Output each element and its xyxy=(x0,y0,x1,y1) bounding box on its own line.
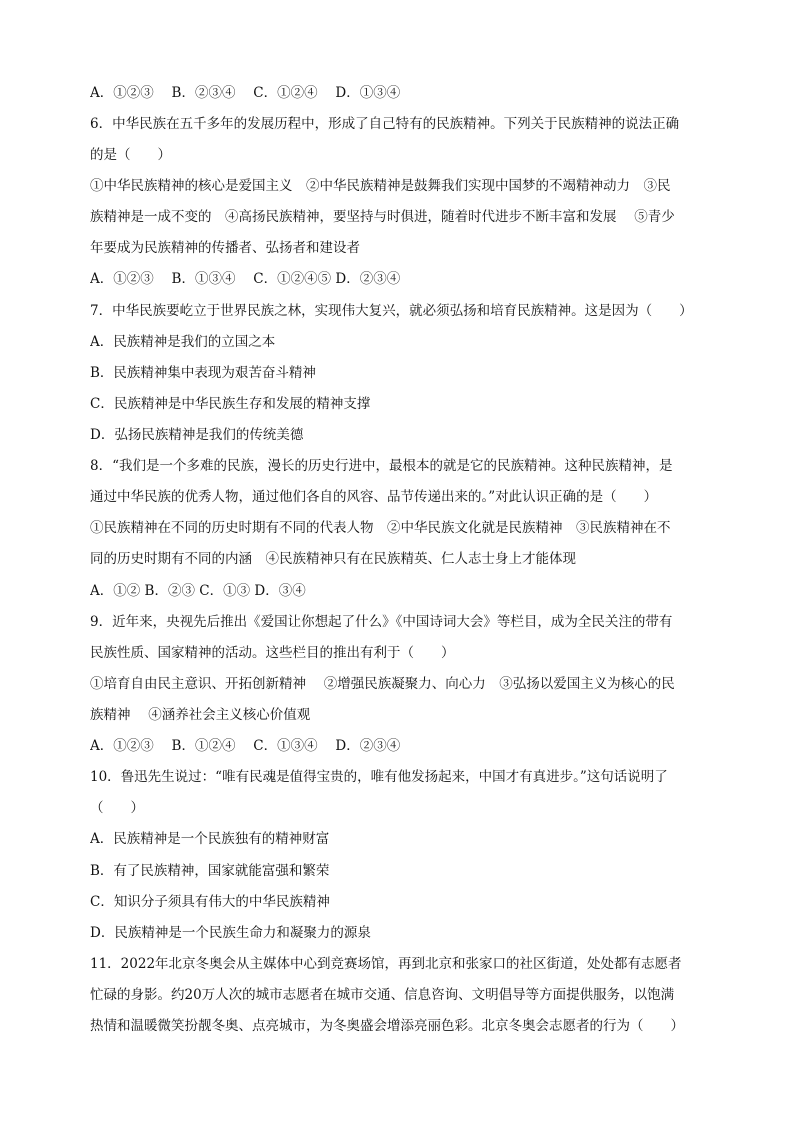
q6-options: A．①②③ B．①③④ C．①②④⑤ D．②③④ xyxy=(90,271,401,287)
q5-options: A．①②③ B．②③④ C．①②④ D．①③④ xyxy=(90,85,401,101)
q6-stem-line-2: 的是（ ） xyxy=(90,147,171,163)
q7-option-b: B．民族精神集中表现为艰苦奋斗精神 xyxy=(90,365,316,381)
q8-items-line-2: 同的历史时期有不同的内涵 ④民族精神只有在民族精英、仁人志士身上才能体现 xyxy=(90,551,576,567)
q10-stem-line-2: （ ） xyxy=(90,800,144,816)
q10-stem-line-1: 10．鲁迅先生说过：“唯有民魂是值得宝贵的，唯有他发扬起来，中国才有真进步。”这句话说明了 xyxy=(90,769,668,785)
q8-items-line-1: ①民族精神在不同的历史时期有不同的代表人物 ②中华民族文化就是民族精神 ③民族精神在不 xyxy=(90,520,671,536)
q8-stem-line-1: 8．“我们是一个多难的民族，漫长的历史行进中，最根本的就是它的民族精神。这种民族精神，是 xyxy=(90,458,673,474)
q9-stem-line-1: 9．近年来，央视先后推出《爱国让你想起了什么》《中国诗词大会》等栏目，成为全民关注的带有 xyxy=(90,614,673,630)
q8-options: A．①② B．②③ C．①③ D．③④ xyxy=(90,583,306,599)
q9-items-line-1: ①培育自由民主意识、开拓创新精神 ②增强民族凝聚力、向心力 ③弘扬以爱国主义为核心的民 xyxy=(90,676,675,692)
q7-option-c: C．民族精神是中华民族生存和发展的精神支撑 xyxy=(90,396,371,412)
q10-option-c: C．知识分子须具有伟大的中华民族精神 xyxy=(90,894,330,910)
q9-items-line-2: 族精神 ④涵养社会主义核心价值观 xyxy=(90,707,311,723)
q7-stem: 7．中华民族要屹立于世界民族之林，实现伟大复兴，就必须弘扬和培育民族精神。这是因为（ ） xyxy=(90,303,693,319)
q6-items-line-2: 族精神是一成不变的 ④高扬民族精神，要坚持与时俱进，随着时代进步不断丰富和发展 ⑤青少 xyxy=(90,209,675,225)
q6-items-line-3: 年要成为民族精神的传播者、弘扬者和建设者 xyxy=(90,240,360,256)
q6-items-line-1: ①中华民族精神的核心是爱国主义 ②中华民族精神是鼓舞我们实现中国梦的不竭精神动力 ③民 xyxy=(90,178,671,194)
q8-stem-line-2: 通过中华民族的优秀人物，通过他们各自的风容、品节传递出来的。”对此认识正确的是（ ） xyxy=(90,489,658,505)
q11-stem-line-1: 11．2022年北京冬奥会从主媒体中心到竞赛场馆，再到北京和张家口的社区街道，处处都有志愿者 xyxy=(90,956,682,972)
q7-option-d: D．弘扬民族精神是我们的传统美德 xyxy=(90,427,304,443)
q6-stem-line-1: 6．中华民族在五千多年的发展历程中，形成了自己特有的民族精神。下列关于民族精神的说法正确 xyxy=(90,116,680,132)
q10-option-a: A．民族精神是一个民族独有的精神财富 xyxy=(90,831,330,847)
q9-options: A．①②③ B．①②④ C．①③④ D．②③④ xyxy=(90,738,401,754)
q11-stem-line-3: 热情和温暖微笑扮靓冬奥、点亮城市，为冬奥盛会增添亮丽色彩。北京冬奥会志愿者的行为（ ） xyxy=(90,1018,684,1034)
q10-option-b: B．有了民族精神，国家就能富强和繁荣 xyxy=(90,863,330,879)
q9-stem-line-2: 民族性质、国家精神的活动。这些栏目的推出有利于（ ） xyxy=(90,645,455,661)
q11-stem-line-2: 忙碌的身影。约20万人次的城市志愿者在城市交通、信息咨询、文明倡导等方面提供服务，以饱满 xyxy=(90,987,675,1003)
q10-option-d: D．民族精神是一个民族生命力和凝聚力的源泉 xyxy=(90,925,371,941)
q7-option-a: A．民族精神是我们的立国之本 xyxy=(90,334,276,350)
